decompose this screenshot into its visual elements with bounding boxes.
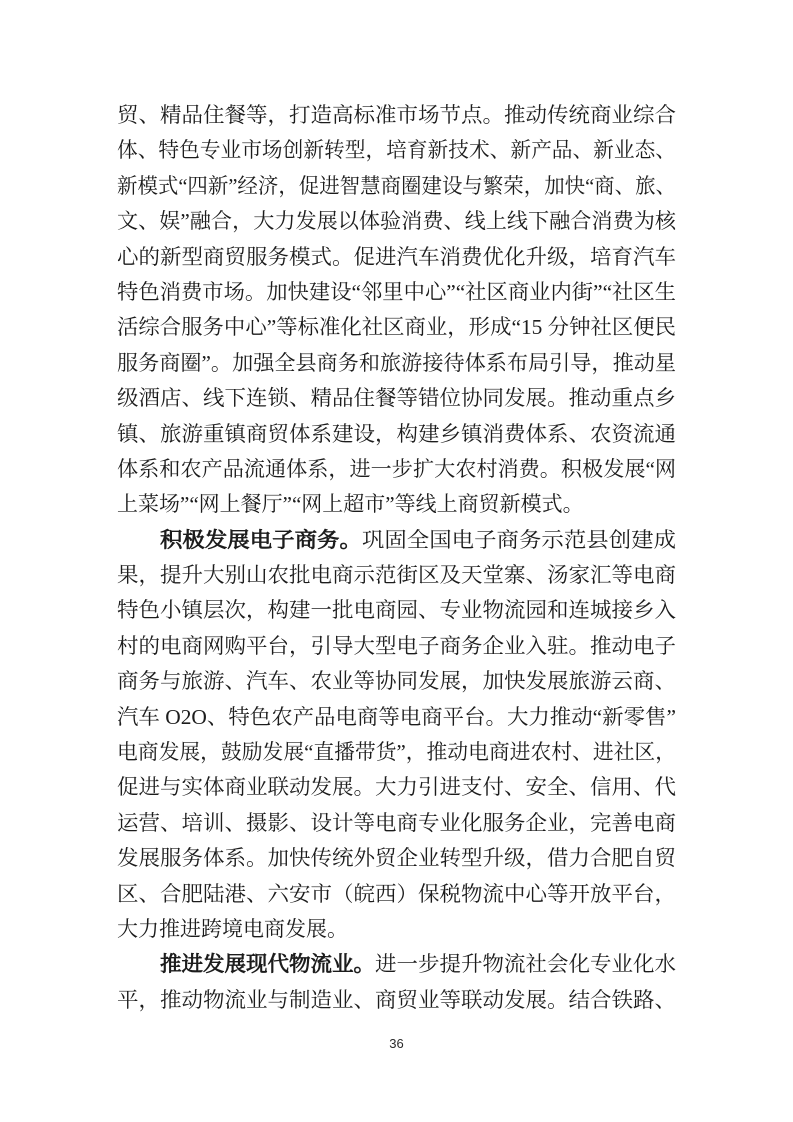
line-text: 发展服务体系。加快传统外贸企业转型升级，借力合肥自贸 xyxy=(117,846,676,871)
paragraph-lead-bold: 推进发展现代物流业。 xyxy=(160,952,375,977)
line-text: 级酒店、线下连锁、精品住餐等错位协同发展。推动重点乡 xyxy=(117,386,676,411)
line-text: 体系和农产品流通体系，进一步扩大农村消费。积极发展“网 xyxy=(117,456,676,481)
text-line xyxy=(117,346,676,381)
text-line xyxy=(117,240,676,275)
text-line xyxy=(117,381,676,416)
line-text: 服务商圈”。加强全县商务和旅游接待体系布局引导，推动星 xyxy=(117,350,676,375)
line-text: 巩固全国电子商务示范县创建成 xyxy=(361,527,676,552)
line-text: 商务与旅游、汽车、农业等协同发展，加快发展旅游云商、 xyxy=(117,669,676,694)
text-line xyxy=(117,664,676,699)
text-line xyxy=(117,629,676,664)
line-text: 汽车 O2O、特色农产品电商等电商平台。大力推动“新零售” xyxy=(117,704,676,729)
text-line xyxy=(117,487,676,522)
text-body xyxy=(117,98,676,1018)
line-text: 果，提升大别山农批电商示范街区及天堂寨、汤家汇等电商 xyxy=(117,563,676,588)
line-text: 村的电商网购平台，引导大型电子商务企业入驻。推动电子 xyxy=(117,633,676,658)
text-line xyxy=(117,133,676,168)
text-line xyxy=(117,275,676,310)
text-line xyxy=(117,841,676,876)
text-line xyxy=(117,735,676,770)
line-text: 贸、精品住餐等，打造高标准市场节点。推动传统商业综合 xyxy=(117,103,676,127)
text-line xyxy=(117,169,676,204)
text-line xyxy=(117,558,676,593)
text-line xyxy=(117,983,676,1018)
line-text: 心的新型商贸服务模式。促进汽车消费优化升级，培育汽车 xyxy=(117,244,676,269)
text-line xyxy=(117,947,676,982)
text-line xyxy=(117,912,676,947)
text-line xyxy=(117,204,676,239)
paragraph-lead-bold: 积极发展电子商务。 xyxy=(160,527,362,552)
text-line xyxy=(117,877,676,912)
line-text: 体、特色专业市场创新转型，培育新技术、新产品、新业态、 xyxy=(117,138,676,163)
line-text: 运营、培训、摄影、设计等电商专业化服务企业，完善电商 xyxy=(117,810,676,835)
line-text: 文、娱”融合，大力发展以体验消费、线上线下融合消费为核 xyxy=(117,209,676,234)
line-text: 镇、旅游重镇商贸体系建设，构建乡镇消费体系、农资流通 xyxy=(117,421,676,446)
text-line xyxy=(117,523,676,558)
line-text: 新模式“四新”经济，促进智慧商圈建设与繁荣，加快“商、旅、 xyxy=(117,173,676,198)
line-text: 促进与实体商业联动发展。大力引进支付、安全、信用、代 xyxy=(117,775,676,800)
text-line xyxy=(117,310,676,345)
line-text: 特色小镇层次，构建一批电商园、专业物流园和连城接乡入 xyxy=(117,598,676,623)
text-line xyxy=(117,417,676,452)
text-line xyxy=(117,593,676,628)
line-text: 上菜场”“网上餐厅”“网上超市”等线上商贸新模式。 xyxy=(117,492,584,517)
line-text: 区、合肥陆港、六安市（皖西）保税物流中心等开放平台， xyxy=(117,881,676,906)
line-text: 进一步提升物流社会化专业化水 xyxy=(375,952,676,977)
line-text: 特色消费市场。加快建设“邻里中心”“社区商业内街”“社区生 xyxy=(117,279,676,304)
text-line xyxy=(117,700,676,735)
text-line xyxy=(117,770,676,805)
line-text: 大力推进跨境电商发展。 xyxy=(117,916,348,941)
line-text: 电商发展，鼓励发展“直播带货”，推动电商进农村、进社区， xyxy=(117,740,676,765)
text-line xyxy=(117,452,676,487)
text-line xyxy=(117,98,676,133)
line-text: 平，推动物流业与制造业、商贸业等联动发展。结合铁路、 xyxy=(117,987,676,1012)
text-line xyxy=(117,806,676,841)
page-number: 36 xyxy=(389,1036,404,1051)
line-text: 活综合服务中心”等标准化社区商业，形成“15 分钟社区便民 xyxy=(117,315,676,340)
